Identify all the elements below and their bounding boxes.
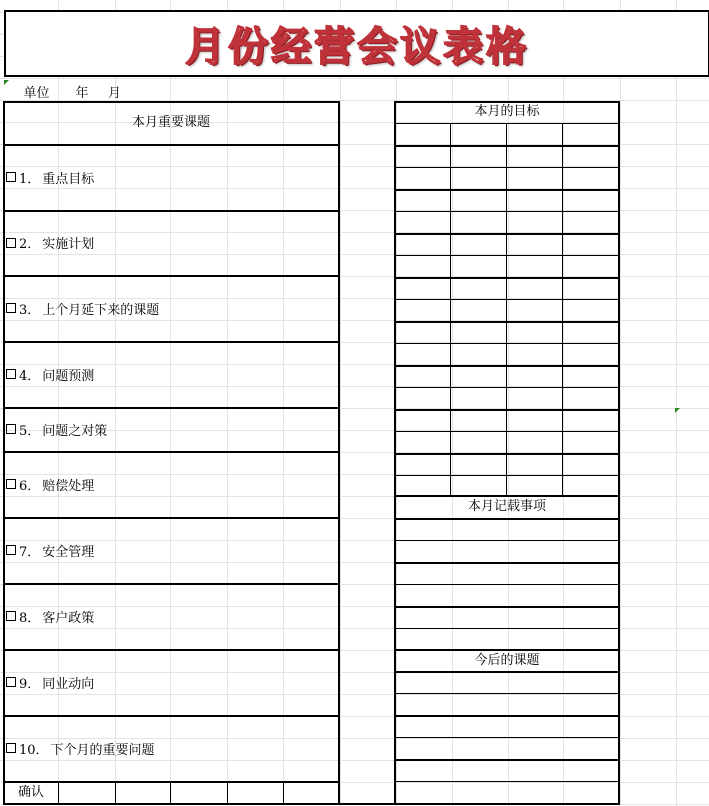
topic-label: 问题之对策: [42, 423, 108, 439]
topic-item[interactable]: [6, 649, 94, 715]
unit-label: 单位: [23, 86, 50, 101]
month-blank[interactable]: [89, 86, 109, 101]
checkbox-icon[interactable]: [6, 545, 16, 555]
topic-item[interactable]: [6, 275, 159, 341]
gridline-row: [0, 694, 709, 695]
goal-row-line: [395, 453, 619, 455]
gridline-row: [0, 78, 709, 79]
page-title: 月份经营会议表格: [185, 23, 529, 70]
topic-label: 实施计划: [42, 237, 95, 252]
record-row-line[interactable]: [395, 540, 619, 541]
year-label: 年: [75, 86, 89, 101]
checkbox-icon[interactable]: [6, 424, 16, 434]
goal-row-line: [395, 277, 619, 279]
topic-label: 上个月延下来的课题: [42, 302, 160, 318]
topic-number: 10．: [19, 742, 49, 758]
topic-item[interactable]: [6, 144, 94, 210]
topic-item[interactable]: [6, 451, 94, 517]
goal-row-line: [395, 189, 619, 191]
record-row-line[interactable]: [395, 562, 619, 564]
checkbox-icon[interactable]: [6, 743, 16, 753]
topic-number: 2．: [19, 237, 41, 252]
topic-label: 同业动向: [42, 676, 95, 692]
gridline-col: [676, 0, 677, 806]
goal-row-line: [395, 123, 619, 124]
topic-item[interactable]: [6, 715, 155, 781]
topic-label: 下个月的重要问题: [50, 742, 155, 758]
unit-date-line[interactable]: [4, 82, 121, 101]
topic-item[interactable]: [6, 583, 94, 649]
goal-grid-col[interactable]: [450, 123, 451, 495]
goal-row-line: [395, 255, 619, 256]
checkbox-icon[interactable]: [6, 172, 16, 182]
checkbox-icon[interactable]: [6, 479, 16, 489]
topic-number: 1．: [19, 171, 41, 187]
left-header: 本月重要课题: [131, 115, 210, 130]
topic-number: 9．: [19, 676, 41, 692]
checkbox-icon[interactable]: [6, 238, 16, 248]
goal-row-line: [395, 299, 619, 300]
confirm-signature-cell[interactable]: [58, 781, 59, 804]
unit-blank[interactable]: [4, 86, 24, 101]
topic-number: 8．: [19, 610, 41, 626]
future-row-line[interactable]: [395, 693, 619, 694]
future-row-line[interactable]: [395, 737, 619, 738]
record-row-line[interactable]: [395, 584, 619, 585]
goal-row-line: [395, 233, 619, 235]
topic-number: 7．: [19, 544, 41, 560]
checkbox-icon[interactable]: [6, 677, 16, 687]
confirm-signature-cell[interactable]: [227, 781, 228, 804]
future-header: 今后的课题: [474, 653, 540, 668]
topic-label: 问题预测: [42, 368, 95, 384]
month-label: 月: [108, 86, 122, 101]
goal-row-line: [395, 387, 619, 388]
goal-grid-col[interactable]: [506, 123, 507, 495]
topic-label: 赔偿处理: [42, 478, 95, 494]
table-rule: [4, 803, 619, 805]
record-row-line[interactable]: [395, 628, 619, 629]
topic-number: 5．: [19, 423, 41, 439]
table-rule: [338, 101, 340, 805]
topic-item[interactable]: [6, 210, 94, 275]
checkbox-icon[interactable]: [6, 303, 16, 313]
records-header: 本月记载事项: [467, 499, 546, 514]
goal-row-line: [395, 475, 619, 476]
cell-comment-marker: [675, 408, 680, 413]
table-rule: [3, 101, 5, 805]
confirm-label: 确认: [17, 785, 44, 800]
topic-label: 重点目标: [42, 171, 95, 187]
year-blank[interactable]: [50, 86, 76, 101]
gridline-col: [620, 0, 621, 806]
goal-row-line: [395, 167, 619, 168]
goal-row-line: [395, 409, 619, 411]
topic-number: 3．: [19, 302, 41, 318]
goal-row-line: [395, 431, 619, 432]
future-row-line[interactable]: [395, 759, 619, 761]
checkbox-icon[interactable]: [6, 611, 16, 621]
confirm-signature-cell[interactable]: [115, 781, 116, 804]
goal-grid-col[interactable]: [562, 123, 563, 495]
topic-label: 安全管理: [42, 544, 95, 560]
record-row-line[interactable]: [395, 606, 619, 608]
goal-row-line: [395, 211, 619, 212]
future-row-line[interactable]: [395, 781, 619, 782]
topic-item[interactable]: [6, 341, 94, 407]
confirm-signature-cell[interactable]: [283, 781, 284, 804]
goal-row-line: [395, 321, 619, 323]
topic-label: 客户政策: [42, 610, 95, 626]
gridline-col: [340, 0, 341, 806]
future-row-line[interactable]: [395, 715, 619, 717]
title-banner: [4, 10, 709, 77]
goal-row-line: [395, 343, 619, 344]
goal-row-line: [395, 365, 619, 367]
cell-comment-marker: [4, 80, 9, 85]
record-row-line[interactable]: [395, 518, 619, 520]
topic-item[interactable]: [6, 517, 94, 583]
goals-header: 本月的目标: [474, 104, 540, 119]
checkbox-icon[interactable]: [6, 369, 16, 379]
goal-row-line: [395, 145, 619, 147]
topic-item[interactable]: [6, 407, 107, 451]
confirm-signature-cell[interactable]: [170, 781, 171, 804]
topic-number: 4．: [19, 368, 41, 384]
topic-number: 6．: [19, 478, 41, 494]
